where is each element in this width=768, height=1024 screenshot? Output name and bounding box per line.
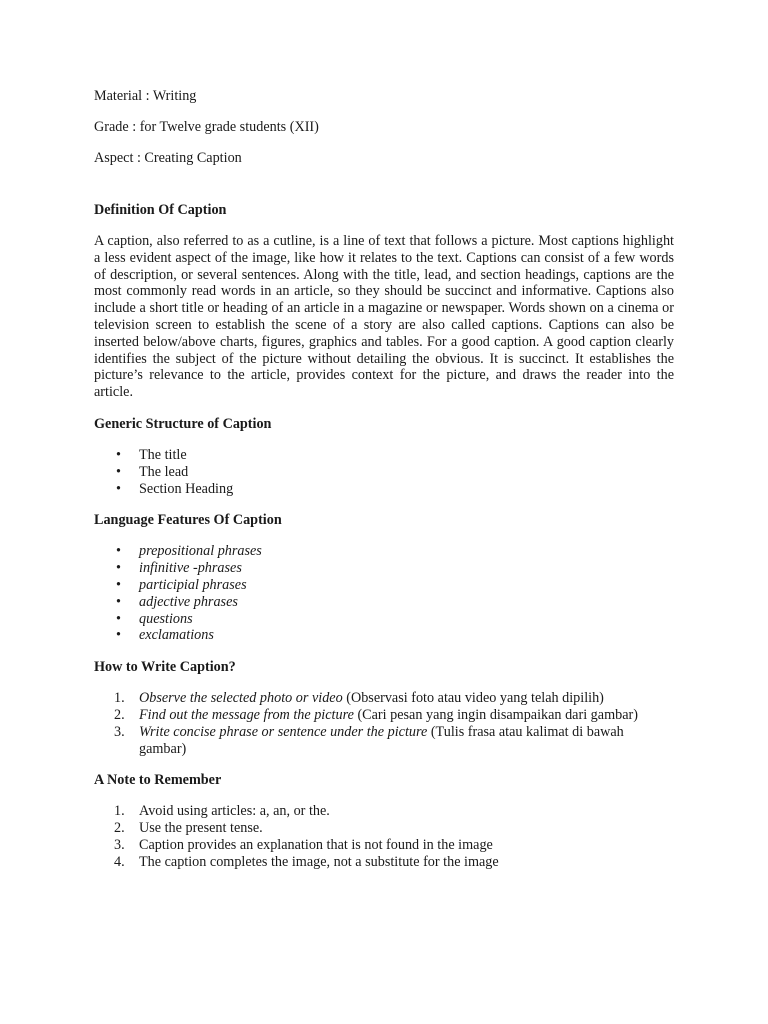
bullet-icon: • <box>116 593 121 610</box>
list-item: • The title <box>116 446 187 463</box>
list-item: • prepositional phrases <box>116 543 262 560</box>
list-item: • questions <box>116 610 193 627</box>
bullet-icon: • <box>116 576 121 593</box>
bullet-icon: • <box>116 560 121 577</box>
how-to-list <box>94 690 674 757</box>
list-item: 2. Find out the message from the picture (Cari pesan yang ingin disampaikan dari gambar) <box>114 706 638 723</box>
list-item: • exclamations <box>116 627 214 644</box>
list-item: 3. Write concise phrase or sentence under the picture (Tulis frasa atau kalimat di bawah gambar) <box>114 723 624 757</box>
list-item: 4. The caption completes the image, not a substitute for the image <box>114 853 499 870</box>
bullet-icon: • <box>116 627 121 644</box>
note-heading: A Note to Remember <box>94 772 222 789</box>
material-line: Material : Writing <box>94 88 197 104</box>
generic-structure-list <box>94 447 674 497</box>
bullet-icon: • <box>116 463 121 480</box>
list-item: • The lead <box>116 463 189 480</box>
bullet-icon: • <box>116 480 121 497</box>
list-item: • Section Heading <box>116 480 234 497</box>
definition-heading: Definition Of Caption <box>94 202 227 218</box>
note-list <box>94 803 674 870</box>
language-features-heading: Language Features Of Caption <box>94 512 282 529</box>
list-item: • adjective phrases <box>116 593 238 610</box>
list-item: • infinitive -phrases <box>116 560 242 577</box>
document-page <box>94 87 674 885</box>
definition-paragraph: A caption, also referred to as a cutline, is a line of text that follows a picture. Most captions highlight a less evident aspect of the image, like how it relates to the text. Captions can consist of a few words of description, or several sentences. Along with the title, lead, and section headings, captions are the most commonly read words in an article, so they should be succinct and informative. Captions also include a short title or heading of an article in a magazine or newspaper. Words shown on a cinema or television screen to establish the scene of a story are also called captions. Captions can also be inserted below/above charts, figures, graphics and tables. For a good caption. A good caption clearly identifies the subject of the picture without detailing the obvious. It is succinct. It establishes the picture’s relevance to the article, provides context for the picture, and draws the reader into the article. <box>94 233 674 401</box>
list-item: 2. Use the present tense. <box>114 820 263 837</box>
generic-structure-heading: Generic Structure of Caption <box>94 415 272 432</box>
list-item: 3. Caption provides an explanation that is not found in the image <box>114 836 493 853</box>
bullet-icon: • <box>116 446 121 463</box>
aspect-line: Aspect : Creating Caption <box>94 150 242 166</box>
how-to-heading: How to Write Caption? <box>94 659 236 676</box>
language-features-list <box>94 543 674 644</box>
grade-line: Grade : for Twelve grade students (XII) <box>94 119 319 135</box>
list-item: • participial phrases <box>116 576 247 593</box>
list-item: 1. Avoid using articles: a, an, or the. <box>114 803 330 820</box>
bullet-icon: • <box>116 610 121 627</box>
list-item: 1. Observe the selected photo or video (Observasi foto atau video yang telah dipilih) <box>114 690 604 707</box>
bullet-icon: • <box>116 543 121 560</box>
